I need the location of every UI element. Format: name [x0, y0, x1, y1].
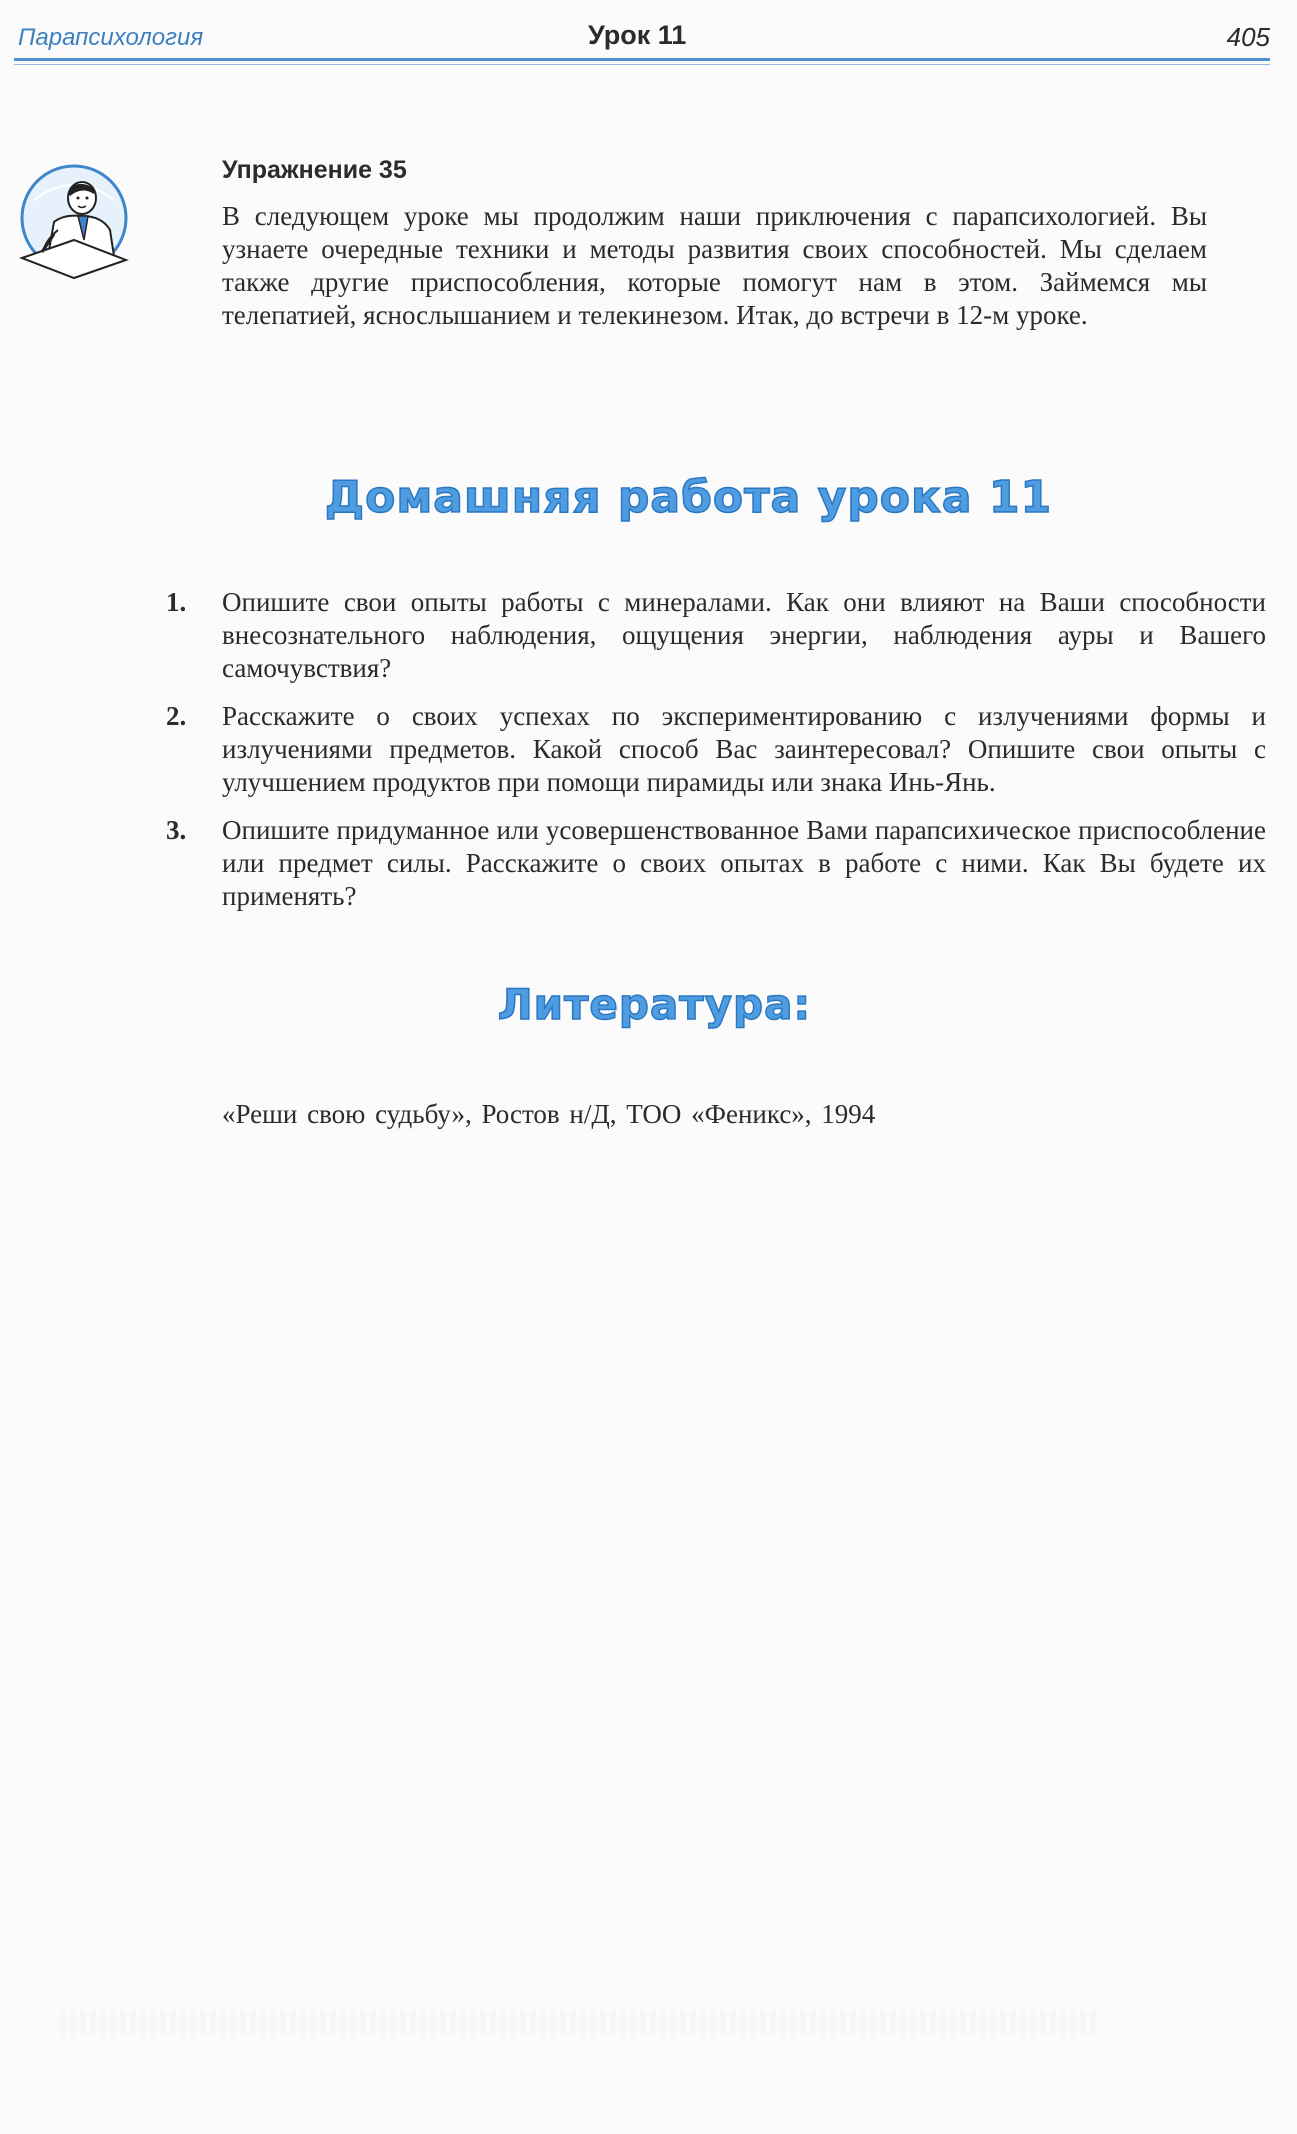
header-rule-thin [14, 64, 1270, 65]
exercise-title: Упражнение 35 [222, 156, 407, 184]
item-text: Опишите придуманное или усовершенствованное Вами парапсихическое приспособление или предмет силы. Расскажите о своих опытах в работе с ними. Как Вы будете их применять? [222, 815, 1266, 911]
scan-noise [60, 2010, 1100, 2036]
item-text: Опишите свои опыты работы с минералами. Как они влияют на Ваши способности внесознательного наблюдения, ощущения энергии, наблюдения ауры и Вашего самочувствия? [222, 587, 1266, 683]
section-name: Парапсихология [18, 24, 204, 51]
homework-title: Домашняя работа урока 11 [324, 472, 1053, 523]
literature-title: Литература: [497, 980, 812, 1029]
person-writing-icon [14, 160, 134, 280]
list-item [166, 700, 1266, 799]
item-number: 2. [166, 701, 187, 731]
item-number: 1. [166, 587, 187, 617]
header-rule [14, 58, 1270, 61]
page-header [18, 18, 1270, 62]
page-number: 405 [1226, 22, 1270, 52]
list-item [166, 814, 1266, 913]
list-item [166, 586, 1266, 685]
literature-entry: «Реши свою судьбу», Ростов н/Д, ТОО «Феникс», 1994 [222, 1099, 876, 1129]
lesson-title: Урок 11 [588, 20, 687, 50]
exercise-text: В следующем уроке мы продолжим наши приключения с парапсихологией. Вы узнаете очередные техники и методы развития своих способностей. Мы сделаем также другие приспособления, которые помогут нам в этом. Займемся мы телепатией, яснослышанием и телекинезом. Итак, до встречи в 12-м уроке. [222, 201, 1207, 330]
item-text: Расскажите о своих успехах по экспериментированию с излучениями формы и излучениями предметов. Какой способ Вас заинтересовал? Опишите свои опыты с улучшением продуктов при помощи пирамиды или знака Инь-Янь. [222, 701, 1266, 797]
homework-list [166, 586, 1266, 928]
item-number: 3. [166, 815, 187, 845]
